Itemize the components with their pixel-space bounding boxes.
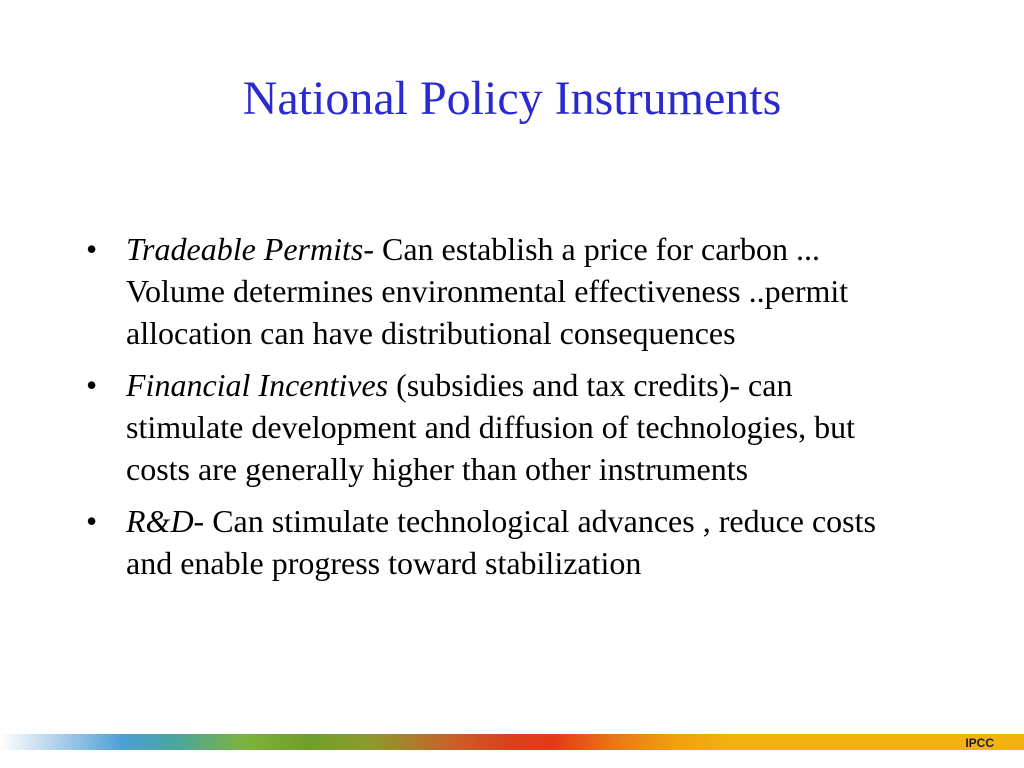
bullet-text: - Can establish a price for carbon ... Volume determines environmental effectiveness ..permit allocation can have distributional consequences xyxy=(126,231,849,351)
bullet-item-tradeable-permits xyxy=(78,228,908,354)
bullet-term: Financial Incentives xyxy=(126,367,389,403)
bullet-term: R&D xyxy=(126,503,194,539)
bullet-dot-icon: • xyxy=(86,367,98,403)
bullet-list xyxy=(78,228,908,594)
footer-logo-text: IPCC xyxy=(965,736,994,750)
slide-title: National Policy Instruments xyxy=(242,72,782,125)
bullet-text: - Can stimulate technological advances , reduce costs and enable progress toward stabilization xyxy=(126,503,876,581)
bullet-text: (subsidies and tax credits)- can stimulate development and diffusion of technologies, but costs are generally higher than other instruments xyxy=(126,367,856,487)
bullet-dot-icon: • xyxy=(86,503,98,539)
bullet-item-financial-incentives xyxy=(78,364,908,490)
bullet-dot-icon: • xyxy=(86,231,98,267)
footer-gradient-bar xyxy=(0,734,1024,750)
bullet-item-r-and-d xyxy=(78,500,908,584)
bullet-term: Tradeable Permits xyxy=(126,231,364,267)
